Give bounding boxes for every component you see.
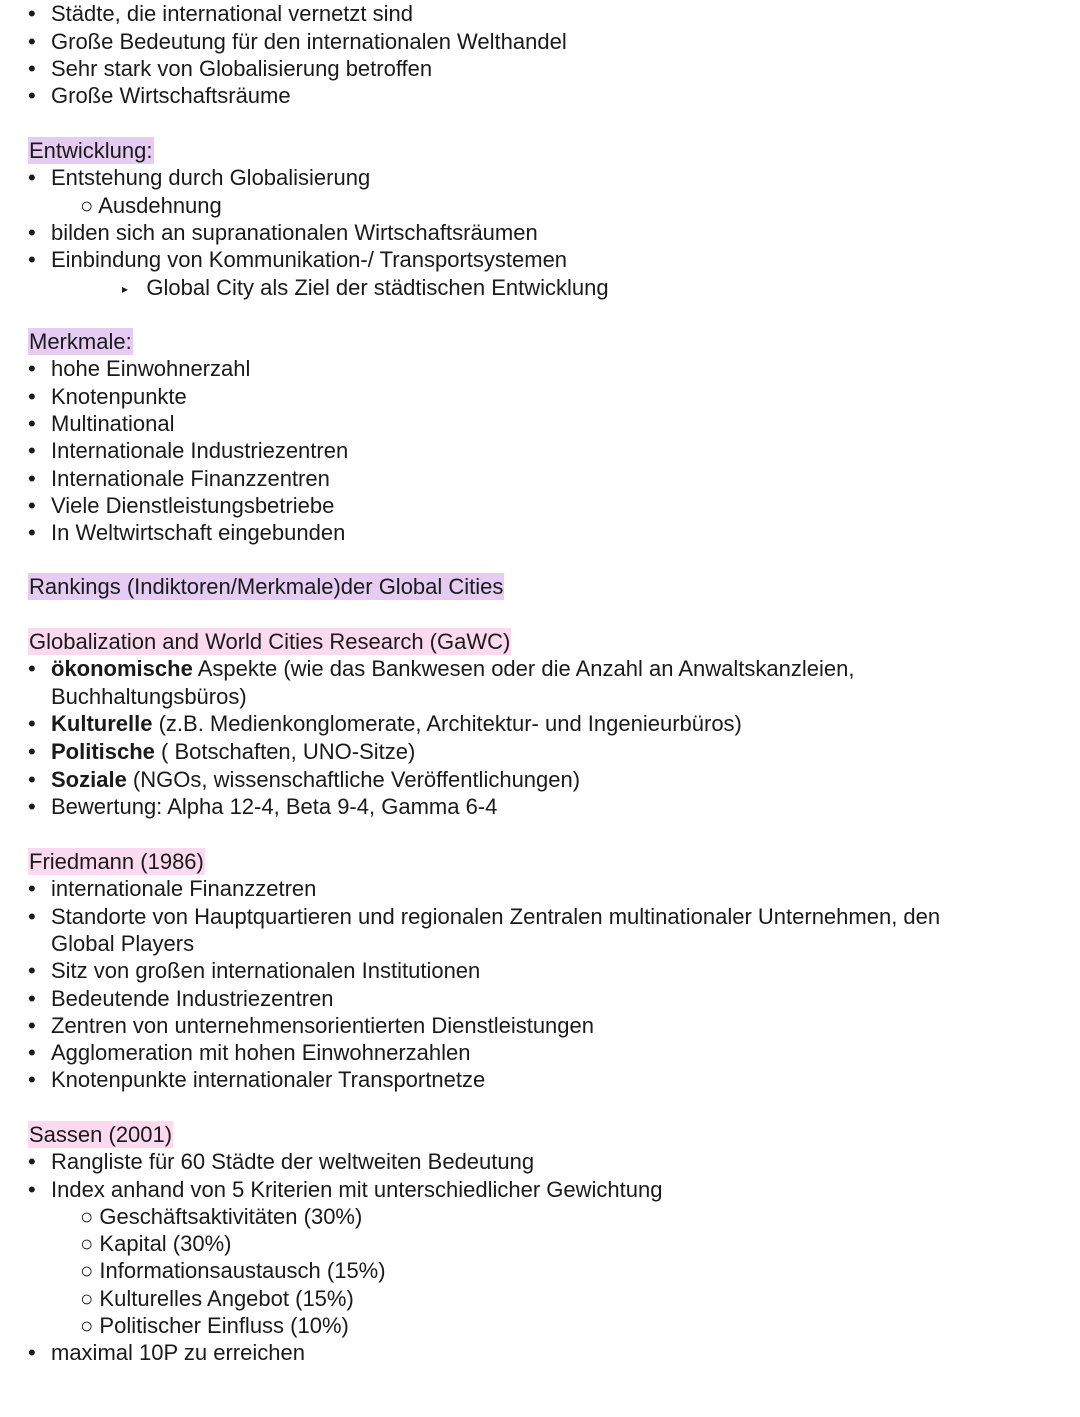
list-item-text: internationale Finanzzetren bbox=[51, 876, 317, 901]
list-item-text: (NGOs, wissenschaftliche Veröffentlichungen) bbox=[126, 767, 581, 792]
list-item-text: Große Wirtschaftsräume bbox=[51, 83, 291, 108]
list-item-text: Internationale Finanzzentren bbox=[51, 466, 330, 491]
sub-list-item-text: Kapital (30%) bbox=[99, 1231, 232, 1256]
sub-list-item-text: Geschäftsaktivitäten (30%) bbox=[99, 1204, 363, 1229]
circle-bullet-icon: ○ bbox=[80, 193, 94, 218]
list-item-text: Agglomeration mit hohen Einwohnerzahlen bbox=[51, 1040, 471, 1065]
list-item-text: bilden sich an supranationalen Wirtschaftsräumen bbox=[51, 220, 538, 245]
list-item-text: Bewertung: Alpha 12-4, Beta 9-4, Gamma 6-4 bbox=[51, 794, 498, 819]
list-item-bold: Kulturelle bbox=[51, 711, 153, 736]
list-item-text: Multinational bbox=[51, 411, 175, 436]
list-item-text: hohe Einwohnerzahl bbox=[51, 356, 251, 381]
heading-sassen: Sassen (2001) bbox=[29, 1122, 173, 1147]
list-item-text: Index anhand von 5 Kriterien mit unterschiedlicher Gewichtung bbox=[51, 1177, 663, 1202]
circle-bullet-icon: ○ bbox=[80, 1231, 94, 1256]
list-item-bold: ökonomische bbox=[51, 656, 193, 681]
list-item-continuation: Buchhaltungsbüros) bbox=[51, 684, 247, 709]
list-item-continuation: Global Players bbox=[51, 931, 195, 956]
heading-gawc: Globalization and World Cities Research (GaWC) bbox=[29, 629, 511, 654]
sub-list-item-text: Global City als Ziel der städtischen Entwicklung bbox=[146, 275, 609, 300]
list-item-text: maximal 10P zu erreichen bbox=[51, 1340, 305, 1365]
list-item-text: Sitz von großen internationalen Institutionen bbox=[51, 958, 481, 983]
sub-list-item bbox=[80, 1203, 362, 1230]
heading-rankings: Rankings (Indiktoren/Merkmale)der Global Cities bbox=[29, 574, 504, 599]
list-item-text: Knotenpunkte bbox=[51, 384, 187, 409]
sub-list-item-text: Kulturelles Angebot (15%) bbox=[99, 1286, 354, 1311]
list-item-text: In Weltwirtschaft eingebunden bbox=[51, 520, 346, 545]
list-item-text: (z.B. Medienkonglomerate, Architektur- und Ingenieurbüros) bbox=[152, 711, 742, 736]
list-item-text: Viele Dienstleistungsbetriebe bbox=[51, 493, 335, 518]
list-item-text: Zentren von unternehmensorientierten Dienstleistungen bbox=[51, 1013, 594, 1038]
heading-friedmann: Friedmann (1986) bbox=[29, 849, 204, 874]
list-item-text: Internationale Industriezentren bbox=[51, 438, 349, 463]
list-item-text: Standorte von Hauptquartieren und regionalen Zentralen multinationaler Unternehmen, den bbox=[51, 904, 941, 929]
list-item-text: ( Botschaften, UNO-Sitze) bbox=[154, 739, 416, 764]
sub-list-item bbox=[80, 192, 222, 219]
list-item-text: Knotenpunkte internationaler Transportnetze bbox=[51, 1067, 486, 1092]
sub-list-item-text: Informationsaustausch (15%) bbox=[99, 1258, 386, 1283]
list-item-text: Entstehung durch Globalisierung bbox=[51, 165, 371, 190]
list-item-bold: Politische bbox=[51, 739, 155, 764]
sub-list-item bbox=[80, 1312, 349, 1339]
heading-merkmale: Merkmale: bbox=[29, 329, 132, 354]
list-item-text: Aspekte (wie das Bankwesen oder die Anzahl an Anwaltskanzleien, bbox=[192, 656, 855, 681]
list-item-text: Sehr stark von Globalisierung betroffen bbox=[51, 56, 433, 81]
list-item-text: Einbindung von Kommunikation-/ Transportsystemen bbox=[51, 247, 568, 272]
sub-list-item bbox=[80, 1257, 386, 1284]
list-item-text: Bedeutende Industriezentren bbox=[51, 986, 334, 1011]
list-item-text: Rangliste für 60 Städte der weltweiten Bedeutung bbox=[51, 1149, 535, 1174]
sub-list-item bbox=[80, 1230, 232, 1257]
sub-list-item bbox=[80, 1285, 354, 1312]
sub-list-item bbox=[122, 274, 609, 301]
circle-bullet-icon: ○ bbox=[80, 1258, 94, 1283]
heading-entwicklung: Entwicklung: bbox=[29, 138, 153, 163]
list-item-text: Große Bedeutung für den internationalen Welthandel bbox=[51, 29, 567, 54]
list-item-text: Städte, die international vernetzt sind bbox=[51, 1, 414, 26]
circle-bullet-icon: ○ bbox=[80, 1313, 94, 1338]
circle-bullet-icon: ○ bbox=[80, 1204, 94, 1229]
circle-bullet-icon: ○ bbox=[80, 1286, 94, 1311]
triangle-bullet-icon: ▸ bbox=[122, 282, 129, 296]
sub-list-item-text: Ausdehnung bbox=[98, 193, 222, 218]
sub-list-item-text: Politischer Einfluss (10%) bbox=[99, 1313, 349, 1338]
list-item-bold: Soziale bbox=[51, 767, 127, 792]
